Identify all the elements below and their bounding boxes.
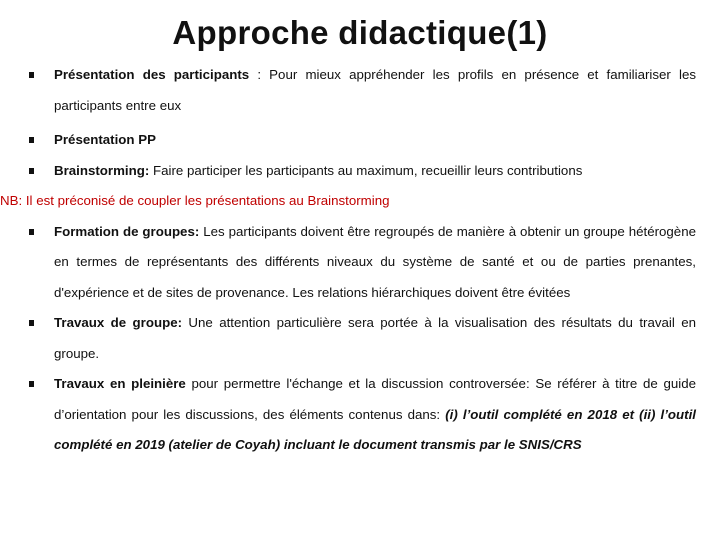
page-title: Approche didactique(1) [172,14,548,51]
bullet-icon [29,229,34,235]
bullet-icon [29,72,34,78]
item-text: : Pour mieux appréhender les profils en présence et familiariser les participants entre eux [54,67,696,113]
bullet-icon [29,320,34,326]
bullet-icon [29,381,34,387]
item-lead: Présentation des participants [54,67,250,82]
item-lead: Formation de groupes: [54,223,200,239]
list-item [26,125,696,156]
item-emphasis: (i) l’outil complété en 2018 et (ii) l’outil complété en 2019 (atelier de Coyah) incluant le document transmis par le SNIS/CRS [54,406,696,452]
list-item [26,308,696,369]
item-text: Les participants doivent être regroupés de manière à obtenir un groupe hétérogène en termes de représentants des différents niveaux du système de santé et ou de parties prenantes, d'expérience et de sites de provenance. Les relations hiérarchiques doivent être évitées [54,223,696,300]
bullet-icon [29,168,34,174]
note-text: NB: Il est préconisé de coupler les présentations au Brainstorming [0,193,390,208]
list-item [26,60,696,121]
item-lead: Brainstorming: [54,162,150,178]
slide-body [0,60,697,461]
list-item [26,369,696,461]
item-text: pour permettre l'échange et la discussion controversée: Se référer à titre de guide d’orientation pour les discussions, des éléments contenus dans: [54,376,697,422]
list-item [26,156,696,187]
item-lead: Travaux de groupe: [54,315,183,330]
item-lead: Travaux en pleinière [54,376,186,391]
item-lead: Présentation PP [54,132,156,147]
list-item [26,217,696,309]
item-text: Faire participer les participants au maximum, recueillir leurs contributions [149,162,583,178]
bullet-icon [29,137,34,143]
item-text: Une attention particulière sera portée à la visualisation des résultats du travail en groupe. [54,315,696,361]
